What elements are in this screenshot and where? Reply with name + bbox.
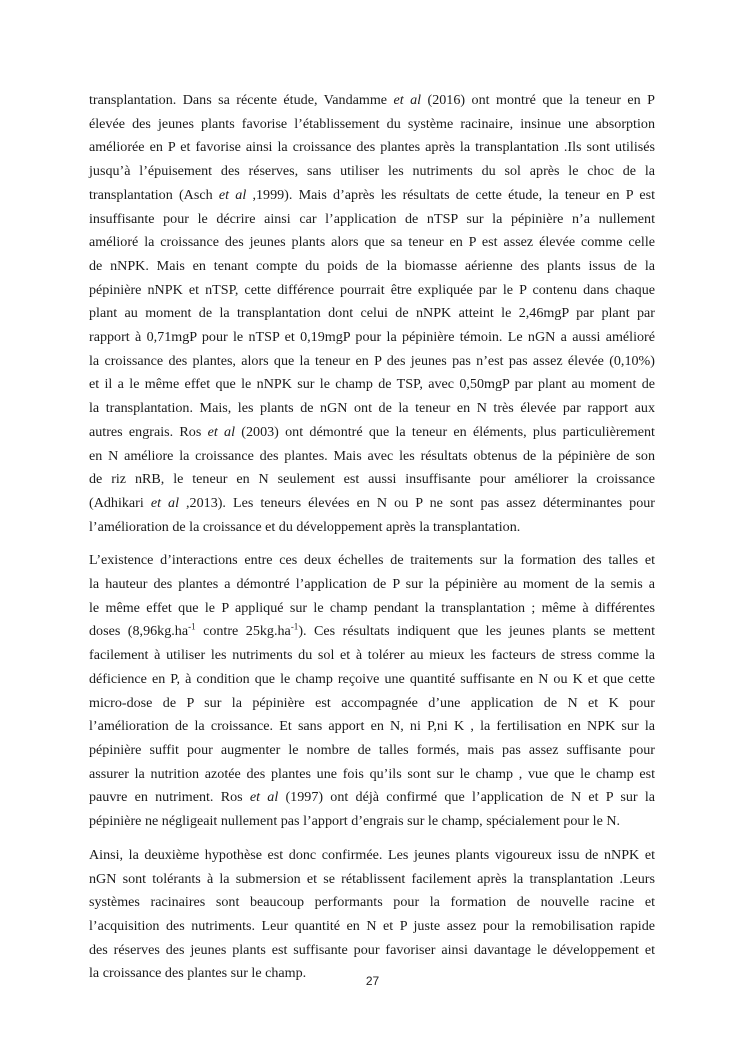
text-line [89,255,655,279]
text-run: micro-dose de P sur la pépinière est accompagnée d’une application de N et K pour [89,694,655,711]
text-line [89,763,655,787]
superscript: -1 [290,621,299,632]
text-line [89,350,655,374]
text-run: Ainsi, la deuxième hypothèse est donc confirmée. Les jeunes plants vigoureux issu de nNPK et [89,846,655,863]
text-line [89,644,655,668]
text-line [89,692,655,716]
text-line [89,326,655,350]
text-line [89,397,655,421]
text-run: pépinière nNPK et nTSP, cette différence pourrait être expliquée par le P contenu dans chaque [89,281,655,298]
superscript: -1 [188,621,196,632]
text-run: contre 25kg.ha [195,623,291,640]
text-line [89,160,655,184]
italic-text: et al [207,423,236,440]
text-line [89,445,655,469]
text-run: ). Ces résultats indiquent que les jeunes plants se mettent [298,623,655,640]
text-line [89,868,655,892]
text-line [89,184,655,208]
text-run: nGN sont tolérants à la submersion et se rétablissent facilement après la transplantation .Leurs [89,870,655,887]
italic-text: et al [249,789,279,806]
text-line [89,279,655,303]
text-run: élevée des jeunes plants favorise l’établissement du système racinaire, insinue une absorption [89,115,655,132]
text-run: (1997) ont déjà confirmé que l’application de N et P sur la [278,789,655,806]
text-run: autres engrais. Ros [89,423,208,440]
text-run: pépinière suffit pour augmenter le nombre de talles formés, mais pas assez suffisante pour [89,741,655,758]
text-line [89,891,655,915]
text-line [89,620,655,644]
text-line [89,786,655,810]
text-run: l’acquisition des nutriments. Leur quantité en N et P juste assez pour la remobilisation rapide [89,917,655,934]
text-run: améliorée en P et favorise ainsi la croissance des plantes après la transplantation .Ils sont utilisés [89,139,655,156]
text-run: de nNPK. Mais en tenant compte du poids de la biomasse aérienne des plants issus de la [89,257,655,274]
text-run: pépinière ne négligeait nullement pas l’apport d’engrais sur le champ, spécialement pour le N. [89,813,621,830]
text-line [89,373,655,397]
text-line [89,89,655,113]
text-line [89,715,655,739]
page-number: 27 [365,974,380,988]
paragraph-3 [89,844,655,986]
text-line [89,492,655,516]
text-run: de riz nRB, le teneur en N seulement est aussi insuffisante pour améliorer la croissance [89,471,655,488]
italic-text: et al [393,92,422,108]
text-run: systèmes racinaires sont beaucoup performants pour la formation de nouvelle racine et [89,894,655,911]
text-line [89,468,655,492]
text-line [89,573,655,597]
text-run: (2016) ont montré que la teneur en P [421,92,655,108]
text-line [89,231,655,255]
text-line [89,915,655,939]
text-run: rapport à 0,71mgP pour le nTSP et 0,19mgP pour la pépinière témoin. Le nGN a aussi amélioré [89,329,655,346]
text-run: des réserves des jeunes plants est suffisante pour favoriser ainsi davantage le développement et [89,941,655,958]
italic-text: et al [150,494,179,511]
text-run: la croissance des plantes sur le champ. [89,965,307,982]
text-line [89,421,655,445]
text-run: la croissance des plantes, alors que la teneur en P des jeunes pas n’est pas assez élevée (0,10%) [89,352,655,369]
text-run: transplantation (Asch [89,186,219,203]
text-run: déficience en P, à condition que le champ reçoive une quantité suffisante en N ou K et que cette [89,670,655,687]
text-line [89,516,655,540]
text-run: (Adhikari [89,494,151,511]
document-body [89,89,655,996]
text-run: transplantation. Dans sa récente étude, Vandamme [89,92,394,108]
italic-text: et al [218,186,247,203]
text-run: assurer la nutrition azotée des plantes une fois qu’ils sont sur le champ , vue que le champ est [89,765,655,782]
text-line [89,668,655,692]
text-run: la transplantation. Mais, les plants de nGN ont de la teneur en N très élevée par rapport aux [89,400,655,417]
text-line [89,939,655,963]
text-run: L’existence d’interactions entre ces deux échelles de traitements sur la formation des talles et [89,552,655,569]
text-run: amélioré la croissance des jeunes plants alors que sa teneur en P est assez élevée comme celle [89,234,655,251]
text-line [89,113,655,137]
text-line [89,208,655,232]
text-run: (2003) ont démontré que la teneur en éléments, plus particulièrement [235,423,655,440]
text-run: jusqu’à l’épuisement des réserves, sans utiliser les nutriments du sol après le choc de la [89,163,655,180]
text-line [89,597,655,621]
text-line [89,810,655,834]
text-run: ,2013). Les teneurs élevées en N ou P ne sont pas assez déterminantes pour [179,494,655,511]
paragraph-2 [89,549,655,833]
text-run: pauvre en nutriment. Ros [89,789,250,806]
text-run: ,1999). Mais d’après les résultats de cette étude, la teneur en P est [246,186,655,203]
text-line [89,549,655,573]
text-line [89,844,655,868]
text-run: l’amélioration de la croissance et du développement après la transplantation. [89,518,521,535]
text-line [89,136,655,160]
text-run: et il a le même effet que le nNPK sur le champ de TSP, avec 0,50mgP par plant au moment de [89,376,655,393]
text-run: doses (8,96kg.ha [89,623,189,640]
text-run: la hauteur des plantes a démontré l’application de P sur la pépinière au moment de la semis a [89,576,655,593]
text-line [89,739,655,763]
text-run: plant au moment de la transplantation dont celui de nNPK atteint le 2,46mgP par plant par [89,305,655,322]
text-run: insuffisante pour le décrire ainsi car l’application de nTSP sur la pépinière n’a nullement [89,210,655,227]
text-run: l’amélioration de la croissance. Et sans apport en N, ni P,ni K , la fertilisation en NPK sur la [89,718,655,735]
text-line [89,302,655,326]
text-run: facilement à utiliser les nutriments du sol et à tolérer au mieux les facteurs de stress comme la [89,647,655,664]
paragraph-1 [89,89,655,539]
text-run: en N améliore la croissance des plantes. Mais avec les résultats obtenus de la pépinière de son [89,447,655,464]
text-run: le même effet que le P appliqué sur le champ pendant la transplantation ; même à différentes [89,599,655,616]
